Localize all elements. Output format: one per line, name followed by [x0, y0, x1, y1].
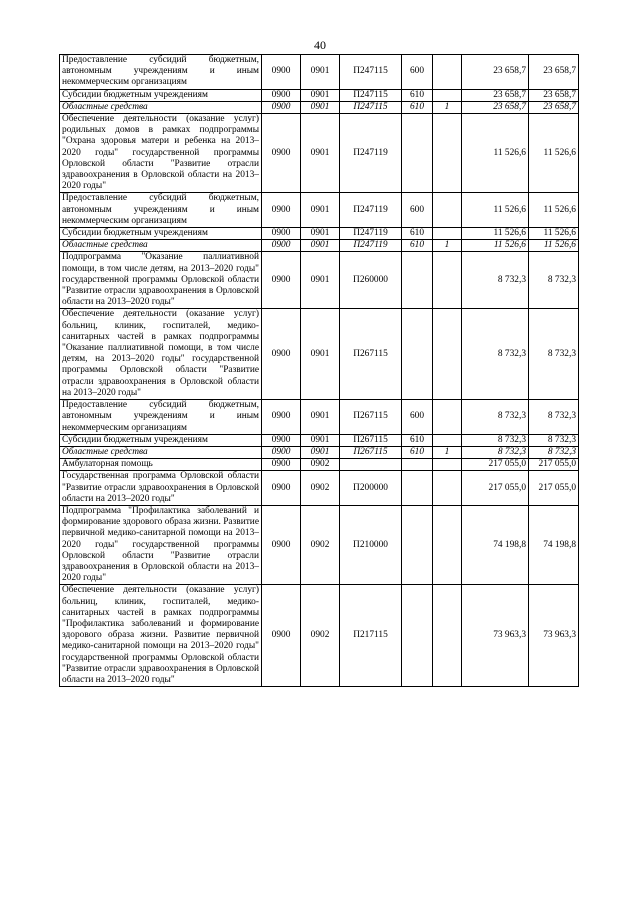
row-name: Областные средства — [60, 446, 262, 458]
expense-type-code: 600 — [402, 400, 433, 435]
funding-source-code — [433, 228, 462, 240]
table-row — [60, 101, 579, 113]
amount-1: 73 963,3 — [462, 585, 529, 687]
row-name: Обеспечение деятельности (оказание услуг) больниц, клиник, госпиталей, медико-санитарных частей в рамках подпрограммы "Профилактика заболеваний и формирование здорового образа жизни. Развитие первичной медико-санитарной помощи на 2013–2020 годы" государственной программы Орловской области "Развитие отрасли здравоохранения в Орловской области на 2013–2020 годы" — [60, 585, 262, 687]
amount-1: 74 198,8 — [462, 505, 529, 584]
section-code: 0900 — [262, 446, 301, 458]
expense-type-code: 610 — [402, 446, 433, 458]
funding-source-code — [433, 505, 462, 584]
funding-source-code — [433, 89, 462, 101]
row-name: Обеспечение деятельности (оказание услуг) больниц, клиник, госпиталей, медико-санитарных частей в рамках подпрограммы "Оказание паллиативной помощи, в том числе детям, на 2013–2020 годы" государственной программы Орловской области "Развитие отрасли здравоохранения в Орловской области на 2013–2020 годы" — [60, 309, 262, 400]
expense-type-code: 610 — [402, 89, 433, 101]
amount-2: 217 055,0 — [529, 471, 579, 506]
amount-2: 8 732,3 — [529, 252, 579, 309]
section-code: 0900 — [262, 114, 301, 193]
row-name: Подпрограмма "Оказание паллиативной помощи, в том числе детям, на 2013–2020 годы" государственной программы Орловской области "Развитие отрасли здравоохранения в Орловской области на 2013–2020 годы" — [60, 252, 262, 309]
amount-2: 8 732,3 — [529, 434, 579, 446]
target-article-code: П200000 — [340, 471, 402, 506]
section-code: 0900 — [262, 228, 301, 240]
row-name: Предоставление субсидий бюджетным, автономным учреждениям и иным некоммерческим организациям — [60, 193, 262, 228]
funding-source-code: 1 — [433, 240, 462, 252]
amount-2: 217 055,0 — [529, 459, 579, 471]
table-row — [60, 585, 579, 687]
row-name: Обеспечение деятельности (оказание услуг) родильных домов в рамках подпрограммы "Охрана здоровья матери и ребенка на 2013–2020 годы" государственной программы Орловской области "Развитие отрасли здравоохранения в Орловской области на 2013–2020 годы" — [60, 114, 262, 193]
target-article-code: П247115 — [340, 89, 402, 101]
amount-2: 23 658,7 — [529, 89, 579, 101]
amount-1: 8 732,3 — [462, 252, 529, 309]
target-article-code: П210000 — [340, 505, 402, 584]
row-name: Государственная программа Орловской области "Развитие отрасли здравоохранения в Орловской области на 2013–2020 годы" — [60, 471, 262, 506]
section-code: 0900 — [262, 101, 301, 113]
funding-source-code — [433, 309, 462, 400]
table-row — [60, 459, 579, 471]
section-code: 0900 — [262, 193, 301, 228]
amount-1: 11 526,6 — [462, 114, 529, 193]
table-row — [60, 446, 579, 458]
amount-1: 11 526,6 — [462, 240, 529, 252]
expense-type-code — [402, 471, 433, 506]
section-code: 0900 — [262, 585, 301, 687]
table-row — [60, 240, 579, 252]
subsection-code: 0901 — [301, 193, 340, 228]
row-name: Амбулаторная помощь — [60, 459, 262, 471]
subsection-code: 0901 — [301, 446, 340, 458]
amount-1: 8 732,3 — [462, 434, 529, 446]
table-row — [60, 434, 579, 446]
expense-type-code — [402, 309, 433, 400]
expense-type-code: 610 — [402, 240, 433, 252]
amount-1: 217 055,0 — [462, 459, 529, 471]
row-name: Областные средства — [60, 101, 262, 113]
funding-source-code — [433, 252, 462, 309]
expense-type-code — [402, 459, 433, 471]
table-row — [60, 193, 579, 228]
expense-type-code: 610 — [402, 228, 433, 240]
row-name: Субсидии бюджетным учреждениям — [60, 89, 262, 101]
target-article-code — [340, 459, 402, 471]
target-article-code: П217115 — [340, 585, 402, 687]
subsection-code: 0901 — [301, 89, 340, 101]
section-code: 0900 — [262, 434, 301, 446]
subsection-code: 0901 — [301, 434, 340, 446]
funding-source-code — [433, 55, 462, 90]
section-code: 0900 — [262, 471, 301, 506]
amount-2: 23 658,7 — [529, 55, 579, 90]
table-row — [60, 252, 579, 309]
subsection-code: 0901 — [301, 114, 340, 193]
section-code: 0900 — [262, 505, 301, 584]
page-number: 40 — [314, 38, 326, 52]
section-code: 0900 — [262, 55, 301, 90]
table-row — [60, 505, 579, 584]
target-article-code: П267115 — [340, 446, 402, 458]
subsection-code: 0902 — [301, 585, 340, 687]
target-article-code: П247115 — [340, 101, 402, 113]
table-row — [60, 114, 579, 193]
target-article-code: П247119 — [340, 114, 402, 193]
expense-type-code — [402, 505, 433, 584]
target-article-code: П247119 — [340, 193, 402, 228]
amount-2: 11 526,6 — [529, 114, 579, 193]
amount-1: 217 055,0 — [462, 471, 529, 506]
amount-1: 8 732,3 — [462, 400, 529, 435]
subsection-code: 0901 — [301, 400, 340, 435]
amount-1: 8 732,3 — [462, 446, 529, 458]
target-article-code: П267115 — [340, 434, 402, 446]
subsection-code: 0901 — [301, 228, 340, 240]
amount-2: 8 732,3 — [529, 309, 579, 400]
table-row — [60, 400, 579, 435]
funding-source-code — [433, 400, 462, 435]
funding-source-code — [433, 114, 462, 193]
expense-type-code: 600 — [402, 193, 433, 228]
subsection-code: 0901 — [301, 101, 340, 113]
funding-source-code: 1 — [433, 446, 462, 458]
amount-2: 11 526,6 — [529, 228, 579, 240]
table-row — [60, 55, 579, 90]
row-name: Предоставление субсидий бюджетным, автономным учреждениям и иным некоммерческим организациям — [60, 400, 262, 435]
table-row — [60, 471, 579, 506]
target-article-code: П267115 — [340, 309, 402, 400]
amount-2: 8 732,3 — [529, 400, 579, 435]
target-article-code: П247119 — [340, 240, 402, 252]
section-code: 0900 — [262, 400, 301, 435]
funding-source-code — [433, 471, 462, 506]
row-name: Областные средства — [60, 240, 262, 252]
row-name: Субсидии бюджетным учреждениям — [60, 434, 262, 446]
amount-2: 23 658,7 — [529, 101, 579, 113]
target-article-code: П260000 — [340, 252, 402, 309]
subsection-code: 0901 — [301, 240, 340, 252]
funding-source-code — [433, 193, 462, 228]
expense-type-code: 610 — [402, 434, 433, 446]
budget-table — [59, 54, 579, 687]
expense-type-code — [402, 252, 433, 309]
subsection-code: 0902 — [301, 471, 340, 506]
subsection-code: 0901 — [301, 55, 340, 90]
amount-1: 11 526,6 — [462, 228, 529, 240]
table-row — [60, 228, 579, 240]
row-name: Предоставление субсидий бюджетным, автономным учреждениям и иным некоммерческим организациям — [60, 55, 262, 90]
amount-2: 11 526,6 — [529, 193, 579, 228]
amount-2: 74 198,8 — [529, 505, 579, 584]
subsection-code: 0901 — [301, 252, 340, 309]
amount-1: 23 658,7 — [462, 89, 529, 101]
expense-type-code — [402, 114, 433, 193]
section-code: 0900 — [262, 252, 301, 309]
target-article-code: П247115 — [340, 55, 402, 90]
section-code: 0900 — [262, 309, 301, 400]
amount-1: 23 658,7 — [462, 101, 529, 113]
funding-source-code: 1 — [433, 101, 462, 113]
expense-type-code: 600 — [402, 55, 433, 90]
amount-1: 23 658,7 — [462, 55, 529, 90]
section-code: 0900 — [262, 89, 301, 101]
amount-1: 11 526,6 — [462, 193, 529, 228]
funding-source-code — [433, 434, 462, 446]
expense-type-code: 610 — [402, 101, 433, 113]
expense-type-code — [402, 585, 433, 687]
section-code: 0900 — [262, 240, 301, 252]
target-article-code: П267115 — [340, 400, 402, 435]
row-name: Субсидии бюджетным учреждениям — [60, 228, 262, 240]
table-row — [60, 309, 579, 400]
funding-source-code — [433, 585, 462, 687]
amount-1: 8 732,3 — [462, 309, 529, 400]
amount-2: 8 732,3 — [529, 446, 579, 458]
amount-2: 73 963,3 — [529, 585, 579, 687]
amount-2: 11 526,6 — [529, 240, 579, 252]
subsection-code: 0902 — [301, 459, 340, 471]
table-row — [60, 89, 579, 101]
funding-source-code — [433, 459, 462, 471]
row-name: Подпрограмма "Профилактика заболеваний и формирование здорового образа жизни. Развитие первичной медико-санитарной помощи на 2013–2020 годы" государственной программы Орловской области "Развитие отрасли здравоохранения в Орловской области на 2013–2020 годы" — [60, 505, 262, 584]
target-article-code: П247119 — [340, 228, 402, 240]
section-code: 0900 — [262, 459, 301, 471]
subsection-code: 0902 — [301, 505, 340, 584]
subsection-code: 0901 — [301, 309, 340, 400]
